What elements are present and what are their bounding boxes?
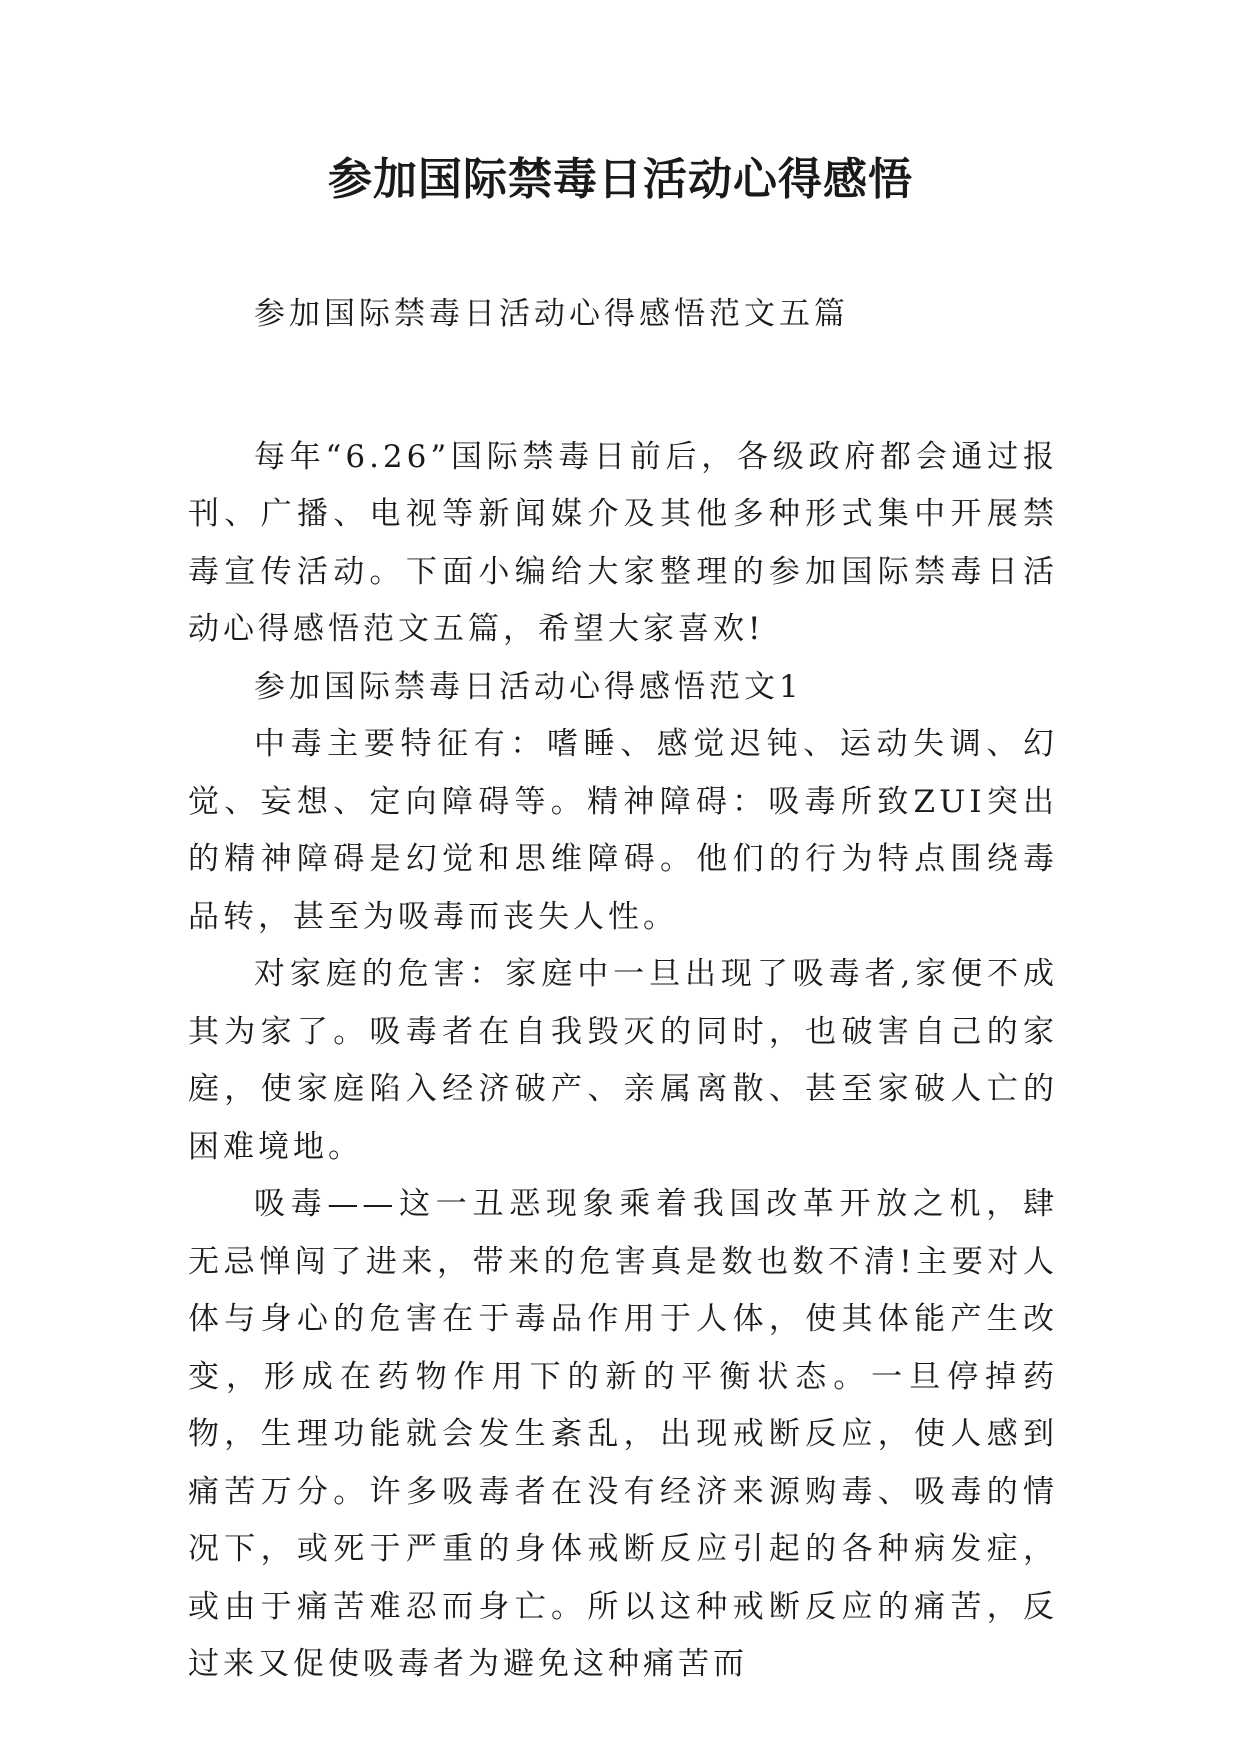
- body-paragraph: 对家庭的危害：家庭中一旦出现了吸毒者,家便不成其为家了。吸毒者在自我毁灭的同时，也破害自己的家庭，使家庭陷入经济破产、亲属离散、甚至家破人亡的困难境地。: [188, 956, 1058, 1165]
- body-paragraph: 吸毒——这一丑恶现象乘着我国改革开放之机，肆无忌惮闯了进来，带来的危害真是数也数不清!主要对人体与身心的危害在于毒品作用于人体，使其体能产生改变，形成在药物作用下的新的平衡状态。一旦停掉药物，生理功能就会发生紊乱，出现戒断反应，使人感到痛苦万分。许多吸毒者在没有经济来源购毒、吸毒的情况下，或死于严重的身体戒断反应引起的各种病发症，或由于痛苦难忍而身亡。所以这种戒断反应的痛苦，反过来又促使吸毒者为避免这种痛苦而: [188, 1186, 1058, 1682]
- section-heading: 参加国际禁毒日活动心得感悟范文1: [254, 668, 803, 705]
- document-subtitle: 参加国际禁毒日活动心得感悟范文五篇: [254, 296, 849, 332]
- document-title: 参加国际禁毒日活动心得感悟: [328, 154, 913, 205]
- intro-paragraph: 每年“6.26”国际禁毒日前后，各级政府都会通过报刊、广播、电视等新闻媒介及其他多种形式集中开展禁毒宣传活动。下面小编给大家整理的参加国际禁毒日活动心得感悟范文五篇，希望大家喜欢!: [188, 438, 1058, 647]
- body-paragraph: 中毒主要特征有：嗜睡、感觉迟钝、运动失调、幻觉、妄想、定向障碍等。精神障碍：吸毒所致ZUI突出的精神障碍是幻觉和思维障碍。他们的行为特点围绕毒品转，甚至为吸毒而丧失人性。: [188, 726, 1058, 935]
- document-body: [188, 286, 1058, 1694]
